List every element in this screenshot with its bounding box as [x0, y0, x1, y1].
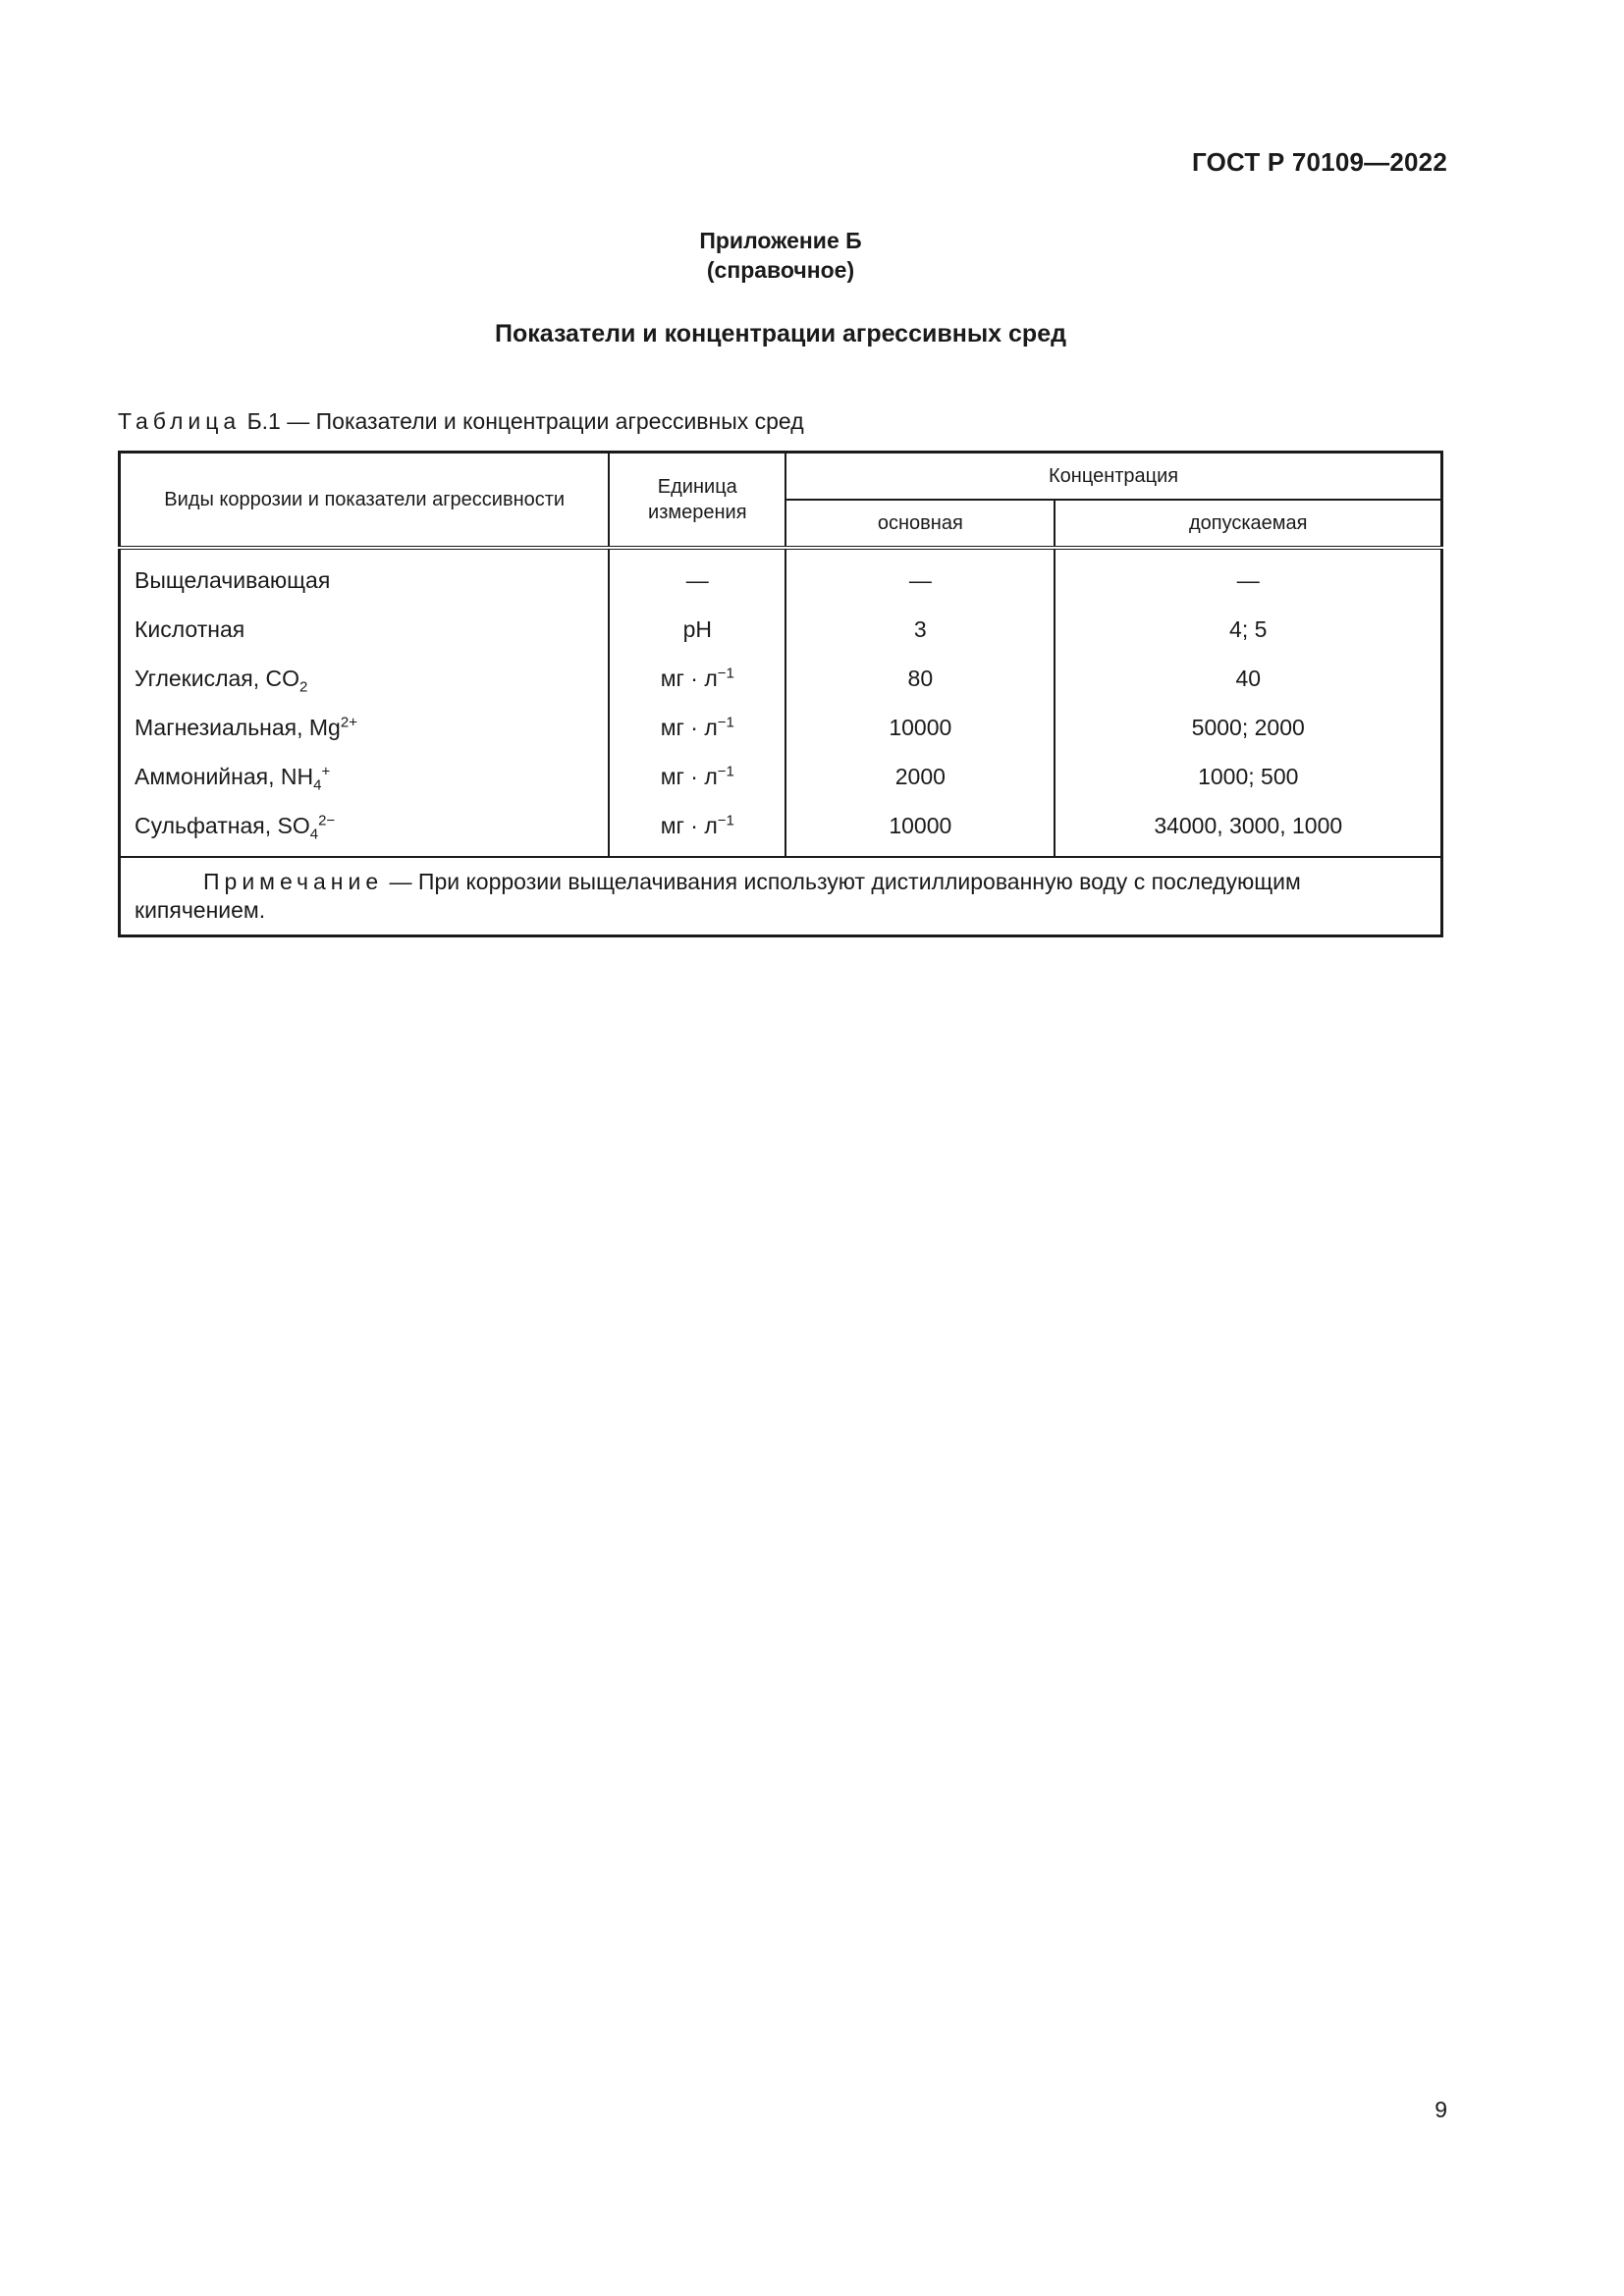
corrosion-type-superscript: 2+: [340, 713, 357, 730]
concentration-allowed-value: 4; 5: [1229, 615, 1268, 642]
table-row: [120, 703, 1442, 752]
page-number: 9: [1435, 2097, 1447, 2122]
corrosion-type-text: Аммонийная, NH: [135, 763, 314, 789]
table-note-row: [120, 857, 1442, 936]
cell-concentration-allowed: [1055, 801, 1441, 857]
table-note: [120, 857, 1442, 936]
cell-concentration-main: [785, 605, 1055, 654]
corrosion-type-text: Сульфатная, SO: [135, 812, 310, 838]
document-code: ГОСТ Р 70109—2022: [1192, 147, 1447, 177]
concentration-allowed-value: 34000, 3000, 1000: [1154, 812, 1343, 838]
section-title: Показатели и концентрации агрессивных сред: [495, 320, 1066, 347]
cell-corrosion-type: [120, 605, 610, 654]
concentration-allowed-value: 1000; 500: [1198, 763, 1299, 789]
table-row: [120, 605, 1442, 654]
concentration-allowed-value: 5000; 2000: [1191, 714, 1305, 740]
corrosion-type-text: Кислотная: [135, 615, 245, 642]
cell-concentration-allowed: [1055, 605, 1441, 654]
cell-corrosion-type: [120, 752, 610, 801]
concentration-main-value: 10000: [889, 812, 952, 838]
corrosion-type-superscript: 2−: [318, 811, 336, 828]
appendix-status: (справочное): [706, 257, 855, 283]
cell-unit: [609, 801, 785, 857]
concentration-main-value: —: [908, 566, 932, 593]
header-unit: Единица измерения: [609, 453, 785, 549]
concentration-main-value: 2000: [894, 763, 946, 789]
cell-corrosion-type: [120, 548, 610, 605]
unit-superscript: −1: [717, 762, 734, 779]
cell-corrosion-type: [120, 801, 610, 857]
header-concentration-allowed: допускаемая: [1055, 500, 1441, 548]
cell-unit: [609, 654, 785, 703]
concentration-main-value: 3: [913, 615, 927, 642]
unit-text: мг · л: [660, 714, 718, 740]
concentration-allowed-value: —: [1236, 566, 1260, 593]
cell-concentration-allowed: [1055, 654, 1441, 703]
table-body: [120, 548, 1442, 857]
cell-concentration-allowed: [1055, 548, 1441, 605]
cell-concentration-allowed: [1055, 703, 1441, 752]
table-row: [120, 548, 1442, 605]
table-row: [120, 654, 1442, 703]
cell-unit: [609, 752, 785, 801]
corrosion-type-text: Магнезиальная, Mg: [135, 714, 341, 740]
table-row: [120, 801, 1442, 857]
header-corrosion-type: Виды коррозии и показатели агрессивности: [120, 453, 610, 549]
unit-superscript: −1: [717, 811, 734, 828]
cell-concentration-main: [785, 801, 1055, 857]
table-row: [120, 752, 1442, 801]
corrosion-type-subscript: 2: [299, 678, 308, 696]
cell-concentration-allowed: [1055, 752, 1441, 801]
note-label: Примечание: [203, 869, 384, 894]
appendix-heading: [0, 226, 1561, 285]
note-text: — При коррозии выщелачивания используют дистиллированную воду с последующим кипячением.: [135, 869, 1301, 923]
cell-unit: [609, 703, 785, 752]
concentration-main-value: 10000: [889, 714, 952, 740]
header-concentration: Концентрация: [785, 453, 1441, 501]
header-concentration-main: основная: [785, 500, 1055, 548]
unit-text: pH: [682, 615, 712, 642]
unit-text: мг · л: [660, 665, 718, 691]
cell-concentration-main: [785, 703, 1055, 752]
appendix-title: Приложение Б: [699, 228, 862, 253]
corrosion-table: [118, 451, 1443, 937]
concentration-allowed-value: 40: [1235, 665, 1262, 691]
table-caption-text: Б.1 — Показатели и концентрации агрессивных сред: [246, 408, 804, 434]
unit-text: мг · л: [660, 763, 718, 789]
cell-concentration-main: [785, 548, 1055, 605]
corrosion-type-superscript: +: [321, 762, 331, 779]
corrosion-type-subscript: 4: [313, 776, 322, 794]
corrosion-type-text: Углекислая, CO: [135, 665, 300, 691]
corrosion-type-subscript: 4: [309, 826, 319, 843]
cell-unit: [609, 605, 785, 654]
unit-superscript: −1: [717, 664, 734, 681]
unit-text: —: [685, 566, 709, 593]
corrosion-type-text: Выщелачивающая: [135, 566, 331, 593]
concentration-main-value: 80: [907, 665, 934, 691]
cell-corrosion-type: [120, 654, 610, 703]
unit-superscript: −1: [717, 713, 734, 730]
unit-text: мг · л: [660, 812, 718, 838]
cell-concentration-main: [785, 654, 1055, 703]
cell-unit: [609, 548, 785, 605]
cell-concentration-main: [785, 752, 1055, 801]
table-caption: [118, 408, 804, 435]
table-caption-label: Таблица: [118, 408, 242, 434]
cell-corrosion-type: [120, 703, 610, 752]
